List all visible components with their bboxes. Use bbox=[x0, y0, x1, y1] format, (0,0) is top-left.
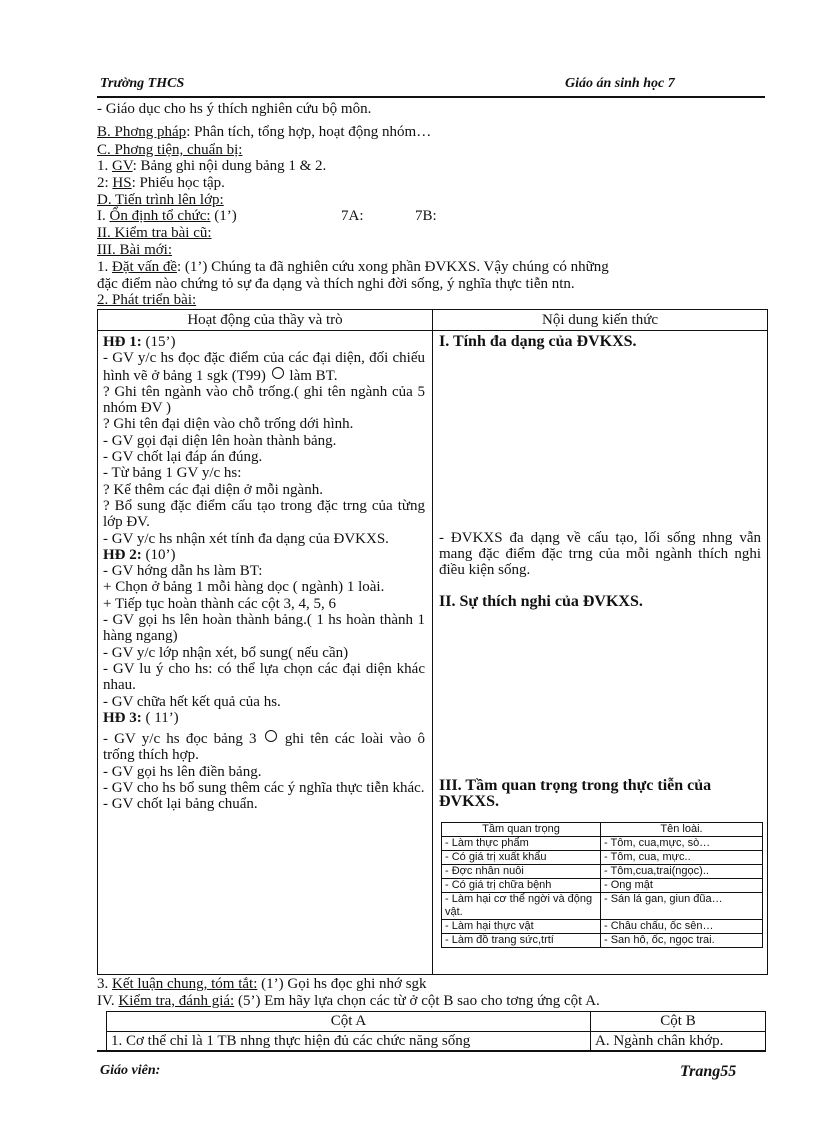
conclusion-prefix: 3. bbox=[97, 976, 112, 992]
column-a-cell: 1. Cơ thể chỉ là 1 TB nhng thực hiện đủ các chức năng sống bbox=[107, 1032, 591, 1052]
section-diversity-title: I. Tính đa dạng của ĐVKXS. bbox=[439, 333, 637, 350]
column-b-cell: A. Ngành chân khớp. bbox=[591, 1032, 766, 1052]
col-activities-header: Hoạt động của thầy và trò bbox=[187, 312, 343, 328]
circle-icon bbox=[272, 367, 284, 379]
activity-line: - GV chốt lại bảng chuẩn. bbox=[103, 796, 258, 813]
activities-column bbox=[103, 334, 425, 813]
content-column bbox=[439, 334, 761, 810]
hs-line bbox=[97, 175, 225, 191]
hd2-heading bbox=[103, 547, 425, 563]
activity-line: - GV hớng dẫn hs làm BT: bbox=[103, 563, 263, 580]
activity-line: ? Ghi tên đại diện vào chỗ trống dới hình. bbox=[103, 416, 354, 433]
section-importance-title: III. Tầm quan trọng trong thực tiễn của ĐVKXS. bbox=[439, 777, 712, 810]
section-adaptation-title: II. Sự thích nghi của ĐVKXS. bbox=[439, 593, 643, 610]
prep-line bbox=[97, 142, 242, 158]
hs-text: : Phiếu học tập. bbox=[131, 175, 225, 191]
activity-line bbox=[103, 730, 425, 764]
hd3-label: HĐ 3: bbox=[103, 709, 142, 726]
activity-line: - GV gọi đại diện lên hoàn thành bảng. bbox=[103, 432, 337, 449]
intro-text-1: : (1’) Chúng ta đã nghiên cứu xong phần ĐVKXS. Vậy chúng có những bbox=[176, 259, 609, 275]
gv-label: GV bbox=[112, 158, 133, 174]
methods-text: : Phân tích, tổng hợp, hoạt động nhóm… bbox=[186, 124, 432, 140]
importance-header-row bbox=[442, 823, 763, 837]
table-row bbox=[442, 837, 763, 851]
process-line bbox=[97, 192, 224, 208]
table-row bbox=[442, 934, 763, 948]
check-line bbox=[97, 225, 212, 241]
process-label: D. Tiến trình lên lớp: bbox=[97, 192, 224, 208]
conclusion-text: (1’) Gọi hs đọc ghi nhớ sgk bbox=[257, 976, 427, 992]
hs-prefix: 2: bbox=[97, 175, 113, 191]
footer-teacher: Giáo viên: bbox=[100, 1063, 161, 1078]
activity-line bbox=[103, 350, 425, 384]
activity-line: ? Bổ sung đặc điểm cấu tạo trong đặc trng của từng lớp ĐV. bbox=[103, 497, 425, 531]
intro-line-1: - Giáo dục cho hs ý thích nghiên cứu bộ môn. bbox=[97, 101, 372, 117]
matching-table bbox=[106, 1011, 766, 1052]
assessment-line bbox=[97, 993, 600, 1009]
org-label: Ổn định tổ chức: bbox=[109, 208, 211, 224]
importance-cell: - Có giá trị chữa bệnh bbox=[442, 879, 601, 893]
activity-text: - GV y/c hs đọc bảng 3 bbox=[103, 731, 257, 748]
hd1-time: (15’) bbox=[141, 334, 176, 350]
hd1-heading bbox=[103, 334, 425, 350]
activity-text: làm BT. bbox=[285, 367, 338, 384]
prep-label: C. Phơng tiện, chuẩn bị: bbox=[97, 142, 243, 158]
species-cell: - San hô, ốc, ngọc trai. bbox=[601, 934, 763, 948]
matching-header-row bbox=[107, 1012, 766, 1032]
table-row bbox=[442, 920, 763, 934]
intro-label: Đặt vấn đề bbox=[112, 259, 177, 275]
col-content-header: Nội dung kiến thức bbox=[541, 312, 659, 328]
circle-icon bbox=[265, 730, 277, 742]
intro-problem-line-1 bbox=[97, 259, 609, 275]
assessment-prefix: IV. bbox=[97, 993, 119, 1009]
activity-line: + Tiếp tục hoàn thành các cột 3, 4, 5, 6 bbox=[103, 595, 337, 612]
column-b-header: Cột B bbox=[591, 1012, 766, 1032]
hd1-label: HĐ 1: bbox=[103, 334, 142, 350]
species-cell: - Sán lá gan, giun đũa… bbox=[601, 893, 763, 920]
species-header: Tên loài. bbox=[601, 823, 763, 837]
table-row bbox=[442, 893, 763, 920]
new-lesson-label: III. Bài mới: bbox=[97, 242, 172, 258]
activity-line: - GV y/c hs nhận xét tính đa dạng của ĐVKXS. bbox=[103, 530, 389, 547]
conclusion-label: Kết luận chung, tóm tắt: bbox=[112, 976, 258, 992]
activity-text: - GV y/c hs đọc đặc điểm của các đại diện, đối chiếu hình vẽ ở bảng 1 sgk (T99) bbox=[103, 350, 425, 384]
header-rule bbox=[97, 96, 765, 98]
table-row bbox=[107, 1032, 766, 1052]
activity-line: - Từ bảng 1 GV y/c hs: bbox=[103, 465, 242, 482]
header-subject: Giáo án sinh học 7 bbox=[565, 76, 675, 91]
gv-text: : Bảng ghi nội dung bảng 1 & 2. bbox=[132, 158, 327, 174]
activity-text: ghi tên các loài vào ô trống thích hợp. bbox=[103, 731, 426, 764]
species-cell: - Tôm, cua,mực, sò… bbox=[601, 837, 763, 851]
activity-line: - GV cho hs bổ sung thêm các ý nghĩa thực tiễn khác. bbox=[103, 780, 425, 797]
importance-cell: - Đợc nhân nuôi bbox=[442, 865, 601, 879]
org-line bbox=[97, 208, 237, 224]
activity-line: - GV chữa hết kết quả của hs. bbox=[103, 693, 281, 710]
check-label: II. Kiểm tra bài cũ: bbox=[97, 225, 212, 241]
species-cell: - Tôm,cua,trai(ngọc).. bbox=[601, 865, 763, 879]
methods-label: B. Phơng pháp bbox=[97, 124, 187, 140]
org-time: (1’) bbox=[210, 208, 237, 224]
gv-prefix: 1. bbox=[97, 158, 112, 174]
importance-cell: - Làm thực phẩm bbox=[442, 837, 601, 851]
importance-cell: - Làm đồ trang sức,trtí bbox=[442, 934, 601, 948]
importance-table bbox=[441, 822, 763, 948]
activity-line: - GV chốt lại đáp án đúng. bbox=[103, 449, 263, 466]
footer-page-number: Trang55 bbox=[680, 1063, 737, 1080]
section-diversity-text: - ĐVKXS đa dạng về cấu tạo, lối sống nhng vẫn mang đặc điểm đặc trng của mỗi ngành thích nghi điều kiện sống. bbox=[439, 530, 761, 578]
conclusion-line bbox=[97, 976, 427, 992]
lesson-table-divider bbox=[432, 310, 433, 974]
hd2-time: (10’) bbox=[141, 546, 176, 563]
methods-line bbox=[97, 124, 431, 140]
class-7a: 7A: bbox=[341, 208, 364, 224]
intro-problem-line-2: đặc điểm nào chứng tỏ sự đa dạng và thích nghi đời sống, ý nghĩa thực tiễn ntn. bbox=[97, 276, 575, 292]
species-cell: - Châu chấu, ốc sên… bbox=[601, 920, 763, 934]
hd3-heading bbox=[103, 710, 425, 726]
importance-header: Tầm quan trọng bbox=[442, 823, 601, 837]
new-lesson-line bbox=[97, 242, 172, 258]
activity-line: - GV gọi hs lên điền bảng. bbox=[103, 763, 262, 780]
org-prefix: I. bbox=[97, 208, 110, 224]
activity-line: ? Kể thêm các đại diện ở mỗi ngành. bbox=[103, 481, 323, 498]
footer-rule bbox=[97, 1050, 765, 1052]
activity-line: - GV lu ý cho hs: có thể lựa chọn các đại diện khác nhau. bbox=[103, 660, 425, 694]
class-7b: 7B: bbox=[415, 208, 437, 224]
hd3-time: ( 11’) bbox=[141, 709, 179, 726]
assessment-text: (5’) Em hãy lựa chọn các từ ở cột B sao cho tơng ứng cột A. bbox=[234, 993, 600, 1009]
activity-line: ? Ghi tên ngành vào chỗ trống.( ghi tên ngành của 5 nhóm ĐV ) bbox=[103, 383, 425, 417]
develop-line bbox=[97, 292, 196, 308]
hs-label: HS bbox=[112, 175, 132, 191]
header-school: Trường THCS bbox=[100, 76, 185, 91]
species-cell: - Tôm, cua, mực.. bbox=[601, 851, 763, 865]
gv-line bbox=[97, 158, 326, 174]
develop-label: 2. Phát triển bài: bbox=[97, 292, 197, 308]
hd2-label: HĐ 2: bbox=[103, 546, 142, 563]
activity-line: - GV gọi hs lên hoàn thành bảng.( 1 hs hoàn thành 1 hàng ngang) bbox=[103, 612, 425, 645]
importance-cell: - Có giá trị xuất khẩu bbox=[442, 851, 601, 865]
intro-prefix: 1. bbox=[97, 259, 112, 275]
table-row bbox=[442, 865, 763, 879]
activity-line: - GV y/c lớp nhận xét, bổ sung( nếu cần) bbox=[103, 644, 349, 661]
assessment-label: Kiểm tra, đánh giá: bbox=[118, 993, 235, 1009]
species-cell: - Ong mật bbox=[601, 879, 763, 893]
table-row bbox=[442, 879, 763, 893]
column-a-header: Cột A bbox=[107, 1012, 591, 1032]
importance-cell: - Làm hại cơ thể ngời và động vật. bbox=[442, 893, 601, 920]
importance-cell: - Làm hại thực vật bbox=[442, 920, 601, 934]
activity-line: + Chọn ở bảng 1 mỗi hàng dọc ( ngành) 1 loài. bbox=[103, 579, 385, 596]
table-row bbox=[442, 851, 763, 865]
